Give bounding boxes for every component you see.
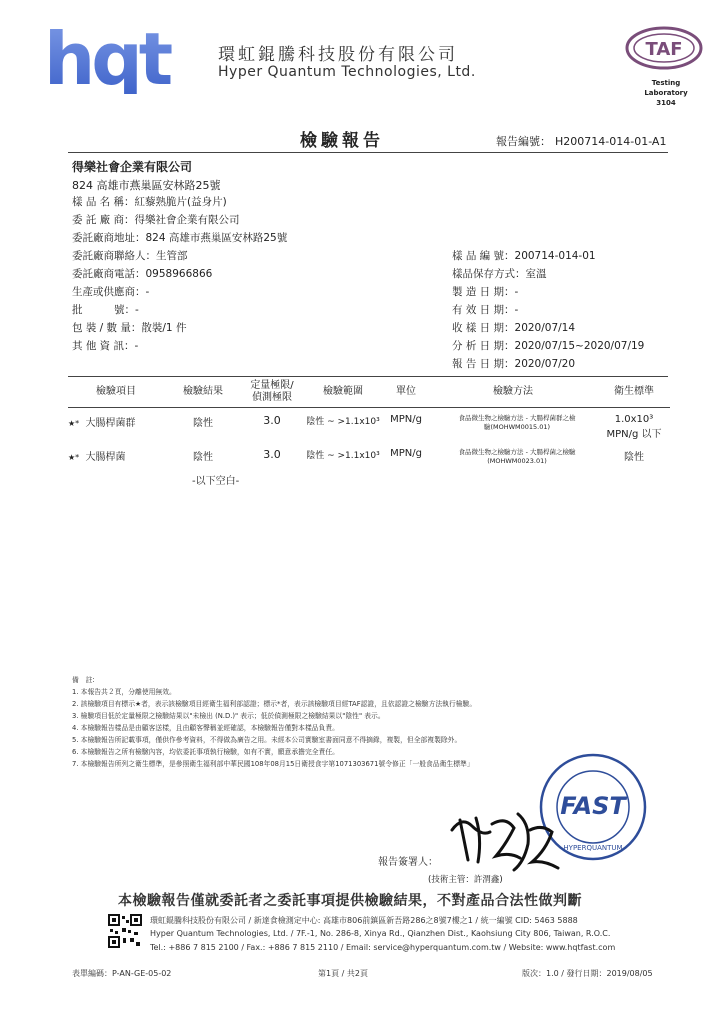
note-line: 1. 本報告共２頁，分離使用無效。 [72,688,176,696]
blank-below-note: -以下空白- [192,476,240,487]
col-header-result: 檢驗結果 [164,377,242,408]
stamp-text: FAST [560,792,626,820]
field-row: 委託廠商聯絡人：生管部 [72,250,188,262]
col-header-unit: 單位 [384,377,428,408]
cell-unit: MPN/g [390,414,422,425]
cell-unit: MPN/g [390,448,422,459]
results-table [68,377,670,470]
note-line: 6. 本檢驗報告之所有檢驗內容，均依委託事項執行檢驗，如有不實，願意承擔完全責任。 [72,748,339,756]
table-row [68,444,670,470]
sample-info-right [452,247,644,373]
taf-lab-label [634,78,698,108]
cell-standard: 陰性 [624,452,644,463]
taf-lab-line2: 3104 [656,99,676,107]
technical-manager: (技術主管：許渭鑫) [428,875,503,885]
cell-limit: 3.0 [263,448,281,461]
disclaimer: 本檢驗報告僅就委託者之委託事項提供檢驗結果，不對產品合法性做判斷 [118,893,582,909]
field-row: 樣 品 編 號：200714-014-01 [452,250,596,262]
note-line: 5. 本檢驗報告所記載事項，僅供作參考資料，不得做為廣告之用。未經本公司實驗室書面同意不得摘錄，複製，但全部複製除外。 [72,736,462,744]
company-name-zh: 環虹錕騰科技股份有限公司 [218,45,458,65]
field-row: 製 造 日 期：- [452,286,519,298]
footer-line-1: 環虹錕騰科技股份有限公司 / 新達食檢測定中心: 高雄市806前鎮區新吾路286之8號7樓之1 / 統一編號 CID: 5463 5888 [150,916,578,925]
table-header-row [68,377,670,408]
col-header-limit: 定量極限/ 偵測極限 [242,377,302,408]
cell-limit: 3.0 [263,414,281,427]
sample-info-left [72,193,287,355]
note-line: 2. 該檢驗項目有標示★者，表示該檢驗項目經衛生福利部認證；標示*者，表示該檢驗項目經TAF認證，且依認證之檢驗方法執行檢驗。 [72,700,477,708]
table-row [68,408,670,445]
report-number-value: H200714-014-01-A1 [555,135,667,148]
client-address: 824 高雄市燕巢區安林路25號 [72,179,221,192]
cell-method: 食品微生物之檢驗方法 - 大腸桿菌之檢驗 (MOHWM0023.01) [458,448,576,465]
cell-standard: 1.0x10³ MPN/g 以下 [606,414,662,440]
col-header-item: 檢驗項目 [68,377,164,408]
col-header-method: 檢驗方法 [428,377,598,408]
cell-result: 陰性 [193,452,213,463]
note-line: 3. 檢驗項目低於定量極限之檢驗結果以"未檢出 (N.D.)" 表示；低於偵測極限之檢驗結果以"陰性" 表示。 [72,712,385,720]
field-row: 樣品保存方式：室溫 [452,268,547,280]
hqt-logo [42,22,210,94]
qr-code [108,914,142,948]
field-row: 委託廠商電話：0958966866 [72,268,213,280]
taf-lab-line1: Testing Laboratory [644,79,688,97]
report-number [496,133,666,149]
field-row: 其 他 資 訊：- [72,340,139,352]
report-title: 檢驗報告 [300,131,384,151]
cell-result: 陰性 [193,418,213,429]
col-header-standard: 衛生標準 [598,377,670,408]
version-info: 版次：1.0 / 發行日期：2019/08/05 [522,969,653,978]
field-row: 委 託 廠 商：得樂社會企業有限公司 [72,214,240,226]
field-row: 報 告 日 期：2020/07/20 [452,358,576,370]
field-row: 有 效 日 期：- [452,304,519,316]
company-name-en: Hyper Quantum Technologies, Ltd. [218,64,476,80]
cell-range: 陰性 ~ >1.1x10³ [306,451,380,461]
field-row: 生產或供應商：- [72,286,150,298]
col-header-range: 檢驗範圍 [302,377,384,408]
field-row: 分 析 日 期：2020/07/15~2020/07/19 [452,340,645,352]
page-number: 第1頁 / 共2頁 [318,969,368,978]
field-row: 樣 品 名 稱：紅藜熟脆片(益身片) [72,196,227,208]
note-line: 4. 本檢驗報告樣品是由顧客送樣，且由顧客聲稱並經確認，本檢驗報告僅對本樣品負責。 [72,724,339,732]
taf-logo [624,24,704,72]
notes-title: 備 註: [72,676,95,684]
handwritten-signature [446,800,564,876]
cell-item: ★* 大腸桿菌 [68,452,126,463]
report-number-label: 報告編號： [496,135,551,148]
signatory-label: 報告簽署人： [378,857,438,868]
divider [68,152,668,153]
footer-line-2: Hyper Quantum Technologies, Ltd. / 7F.-1, No. 286-8, Xinya Rd., Qianzhen Dist., Kaohsiung City 806, Taiwan, R.O.C. [150,929,611,938]
field-row: 包 裝 / 數 量：散裝/1 件 [72,322,187,334]
cell-method: 食品微生物之檢驗方法 - 大腸桿菌群之檢 驗(MOHWM0015.01) [458,414,576,431]
hqt-logo-text: hqt [44,22,170,94]
field-row: 批 號：- [72,304,139,316]
footer-line-3: Tel.: +886 7 815 2100 / Fax.: +886 7 815 2110 / Email: service@hyperquantum.com.tw / Website: www.hqtfast.com [150,943,616,952]
cell-item: ★* 大腸桿菌群 [68,418,136,429]
note-line: 7. 本檢驗報告所列之衛生標準，是參照衛生福利部中華民國108年08月15日衛授食字第1071303671號令修正「一般食品衛生標準」 [72,760,474,768]
form-number: 表單編碼：P-AN-GE-05-02 [72,969,172,978]
notes [72,674,476,770]
field-row: 委託廠商地址：824 高雄市燕巢區安林路25號 [72,232,288,244]
cell-range: 陰性 ~ >1.1x10³ [306,417,380,427]
client-name: 得樂社會企業有限公司 [72,160,193,174]
stamp-ring-text: HYPERQUANTUM [563,844,623,852]
field-row: 收 樣 日 期：2020/07/14 [452,322,576,334]
taf-logo-text: TAF [645,39,683,60]
